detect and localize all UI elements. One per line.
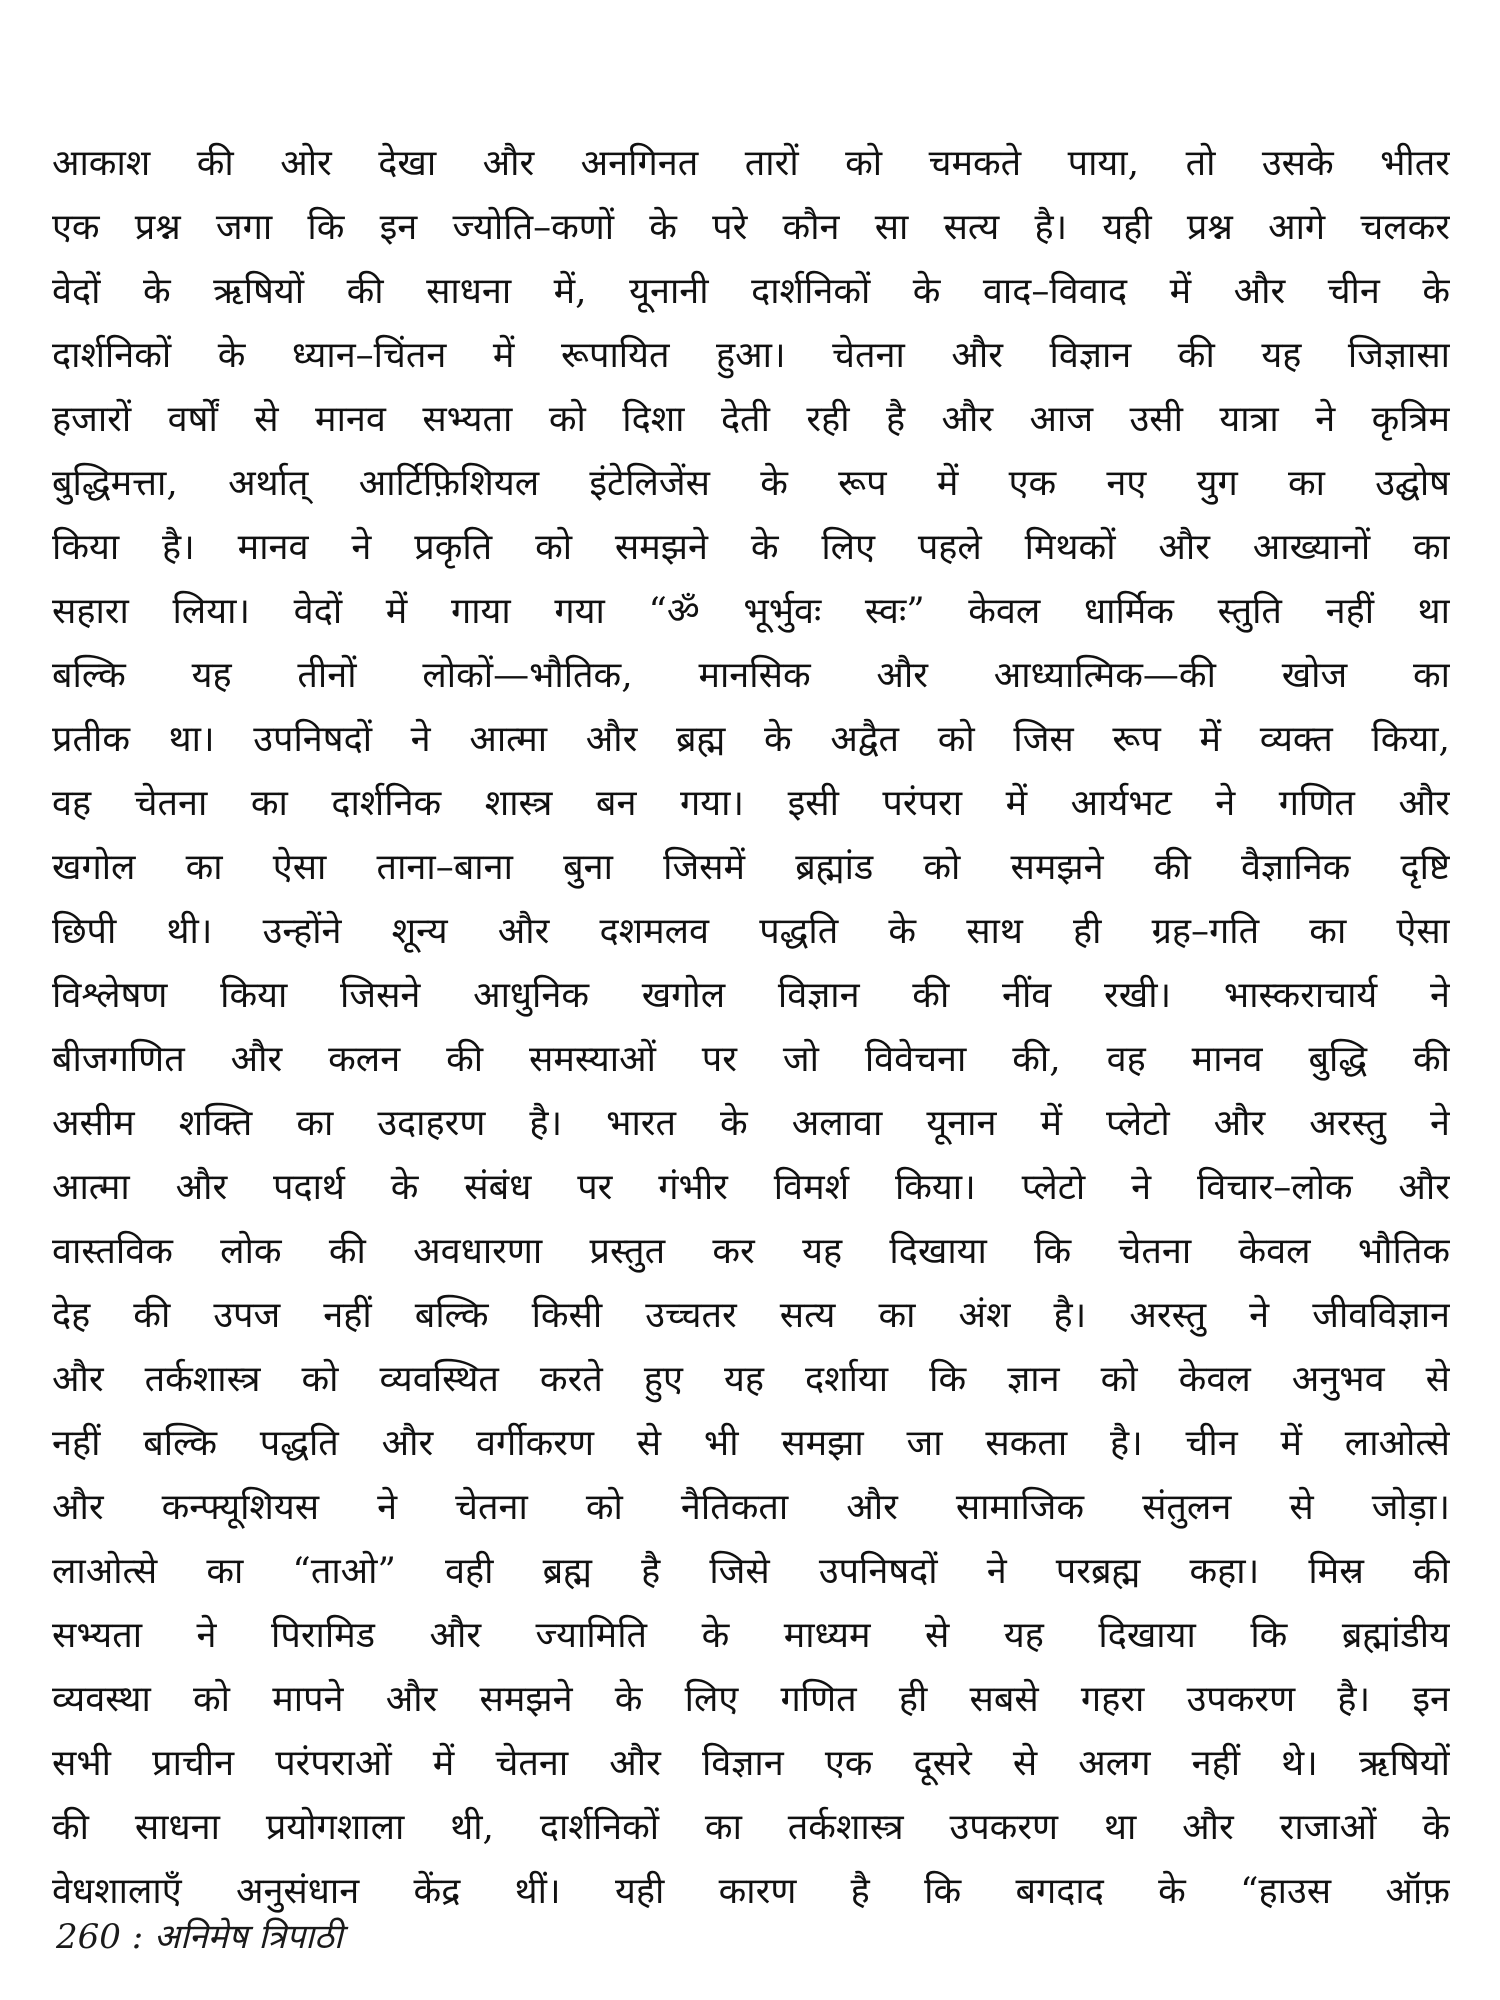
- text-line-11: वह चेतना का दार्शनिक शास्त्र बन गया। इसी परंपरा में आर्यभट ने गणित और: [52, 783, 1450, 824]
- text-line-12: खगोल का ऐसा ताना–बाना बुना जिसमें ब्रह्मांड को समझने की वैज्ञानिक दृष्टि: [52, 847, 1450, 888]
- page-footer: 260 : अनिमेष त्रिपाठी: [56, 1917, 343, 1957]
- text-line-27: की साधना प्रयोगशाला थी, दार्शनिकों का तर्कशास्त्र उपकरण था और राजाओं के: [52, 1807, 1450, 1848]
- text-line-26: सभी प्राचीन परंपराओं में चेतना और विज्ञान एक दूसरे से अलग नहीं थे। ऋषियों: [52, 1743, 1450, 1784]
- text-line-22: और कन्फ्यूशियस ने चेतना को नैतिकता और सामाजिक संतुलन से जोड़ा।: [52, 1487, 1450, 1528]
- body-text: [52, 132, 1450, 1924]
- text-line-5: हजारों वर्षों से मानव सभ्यता को दिशा देती रही है और आज उसी यात्रा ने कृत्रिम: [52, 399, 1450, 440]
- text-line-24: सभ्यता ने पिरामिड और ज्यामिति के माध्यम से यह दिखाया कि ब्रह्मांडीय: [52, 1615, 1450, 1656]
- text-line-13: छिपी थी। उन्होंने शून्य और दशमलव पद्धति के साथ ही ग्रह–गति का ऐसा: [52, 911, 1450, 952]
- text-line-3: वेदों के ऋषियों की साधना में, यूनानी दार्शनिकों के वाद–विवाद में और चीन के: [52, 271, 1450, 312]
- text-line-16: असीम शक्ति का उदाहरण है। भारत के अलावा यूनान में प्लेटो और अरस्तु ने: [52, 1103, 1450, 1144]
- text-line-18: वास्तविक लोक की अवधारणा प्रस्तुत कर यह दिखाया कि चेतना केवल भौतिक: [52, 1231, 1450, 1272]
- text-line-23: लाओत्से का “ताओ” वही ब्रह्म है जिसे उपनिषदों ने परब्रह्म कहा। मिस्र की: [52, 1551, 1450, 1592]
- text-line-28: वेधशालाएँ अनुसंधान केंद्र थीं। यही कारण है कि बगदाद के “हाउस ऑफ़: [52, 1871, 1450, 1912]
- text-line-9: बल्कि यह तीनों लोकों—भौतिक, मानसिक और आध्यात्मिक—की खोज का: [52, 655, 1450, 696]
- text-line-21: नहीं बल्कि पद्धति और वर्गीकरण से भी समझा जा सकता है। चीन में लाओत्से: [52, 1423, 1450, 1464]
- text-line-20: और तर्कशास्त्र को व्यवस्थित करते हुए यह दर्शाया कि ज्ञान को केवल अनुभव से: [52, 1359, 1450, 1400]
- text-line-7: किया है। मानव ने प्रकृति को समझने के लिए पहले मिथकों और आख्यानों का: [52, 527, 1450, 568]
- text-line-6: बुद्धिमत्ता, अर्थात् आर्टिफ़िशियल इंटेलिजेंस के रूप में एक नए युग का उद्घोष: [52, 463, 1450, 504]
- text-line-10: प्रतीक था। उपनिषदों ने आत्मा और ब्रह्म के अद्वैत को जिस रूप में व्यक्त किया,: [52, 719, 1450, 760]
- text-line-1: आकाश की ओर देखा और अनगिनत तारों को चमकते पाया, तो उसके भीतर: [52, 143, 1450, 184]
- text-line-14: विश्लेषण किया जिसने आधुनिक खगोल विज्ञान की नींव रखी। भास्कराचार्य ने: [52, 975, 1450, 1016]
- text-line-25: व्यवस्था को मापने और समझने के लिए गणित ही सबसे गहरा उपकरण है। इन: [52, 1679, 1450, 1720]
- text-line-4: दार्शनिकों के ध्यान–चिंतन में रूपायित हुआ। चेतना और विज्ञान की यह जिज्ञासा: [52, 335, 1450, 376]
- text-line-2: एक प्रश्न जगा कि इन ज्योति–कणों के परे कौन सा सत्य है। यही प्रश्न आगे चलकर: [52, 207, 1450, 248]
- text-line-15: बीजगणित और कलन की समस्याओं पर जो विवेचना की, वह मानव बुद्धि की: [52, 1039, 1450, 1080]
- text-line-17: आत्मा और पदार्थ के संबंध पर गंभीर विमर्श किया। प्लेटो ने विचार–लोक और: [52, 1167, 1450, 1208]
- text-line-19: देह की उपज नहीं बल्कि किसी उच्चतर सत्य का अंश है। अरस्तु ने जीवविज्ञान: [52, 1295, 1450, 1336]
- text-line-8: सहारा लिया। वेदों में गाया गया “ॐ भूर्भुवः स्वः” केवल धार्मिक स्तुति नहीं था: [52, 591, 1450, 632]
